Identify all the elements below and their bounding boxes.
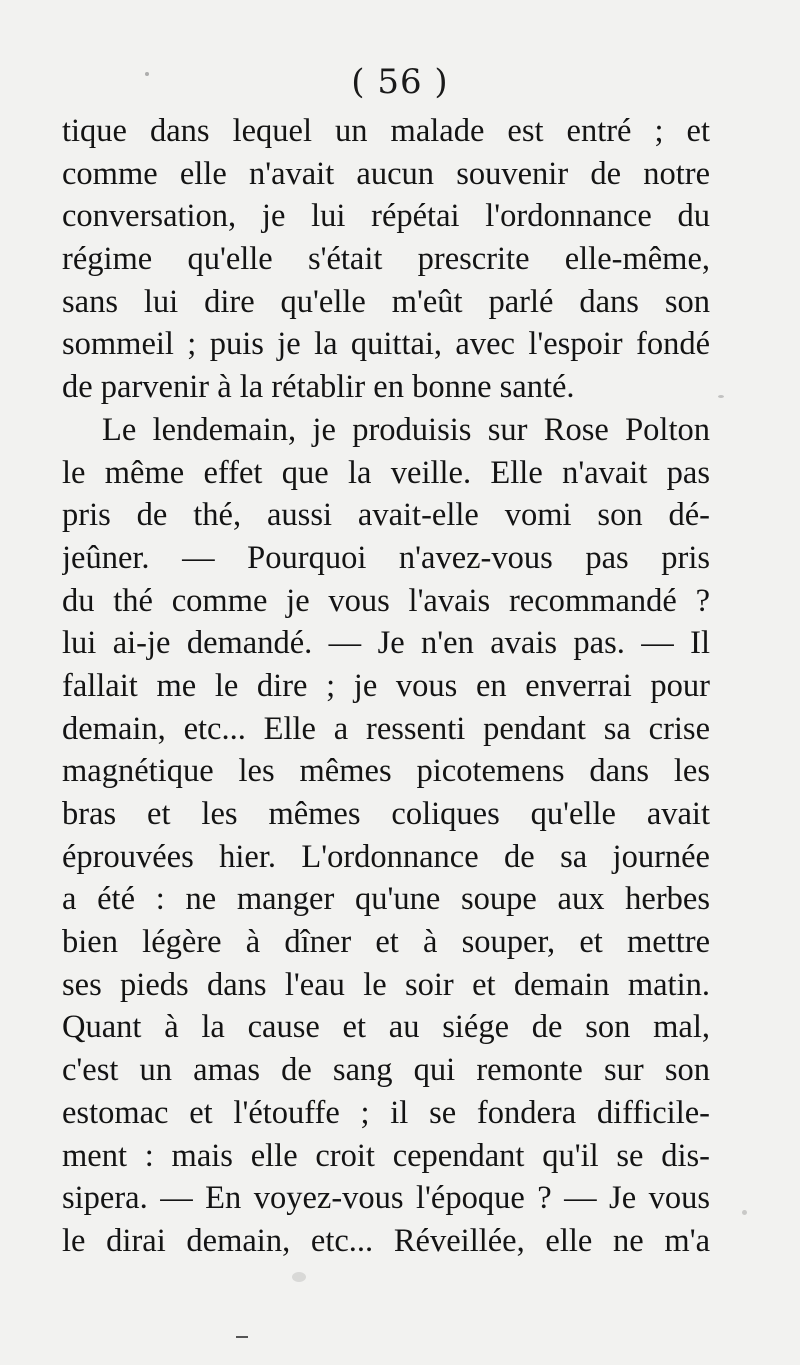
text-line: régime qu'elle s'était prescrite elle-même, <box>62 241 710 278</box>
page-mark <box>236 1336 248 1338</box>
text-line: de parvenir à la rétablir en bonne santé. <box>62 369 575 406</box>
text-line: sipera. — En voyez-vous l'époque ? — Je vous <box>62 1180 710 1217</box>
paper-speck <box>292 1272 306 1282</box>
text-line: tique dans lequel un malade est entré ; et <box>62 113 710 149</box>
text-line: fallait me le dire ; je vous en enverrai pour <box>62 667 710 704</box>
text-line: pris de thé, aussi avait-elle vomi son dé- <box>62 497 710 534</box>
text-line: le dirai demain, etc... Réveillée, elle ne m'a <box>62 1222 710 1259</box>
paper-speck <box>742 1210 747 1215</box>
text-line: c'est un amas de sang qui remonte sur son <box>62 1052 710 1089</box>
body-text <box>62 110 710 1263</box>
text-line: du thé comme je vous l'avais recommandé ? <box>62 582 710 619</box>
text-line: estomac et l'étouffe ; il se fondera difficile- <box>62 1094 710 1131</box>
text-line: comme elle n'avait aucun souvenir de notre <box>62 155 710 192</box>
text-line: Quant à la cause et au siége de son mal, <box>62 1009 710 1046</box>
paper-speck <box>718 395 724 398</box>
text-line: conversation, je lui répétai l'ordonnance du <box>62 198 710 235</box>
text-line: sans lui dire qu'elle m'eût parlé dans son <box>62 283 710 320</box>
text-line: lui ai-je demandé. — Je n'en avais pas. — Il <box>62 625 710 662</box>
text-line: ment : mais elle croit cependant qu'il se dis- <box>62 1137 710 1174</box>
text-line: sommeil ; puis je la quittai, avec l'espoir fondé <box>62 326 710 363</box>
text-line: a été : ne manger qu'une soupe aux herbes <box>62 881 710 918</box>
text-line: le même effet que la veille. Elle n'avait pas <box>62 454 710 491</box>
paragraph-first-line: Le lendemain, je produisis sur Rose Polton <box>102 411 710 448</box>
text-line: jeûner. — Pourquoi n'avez-vous pas pris <box>62 539 710 576</box>
paper-speck <box>145 72 149 76</box>
text-line: ses pieds dans l'eau le soir et demain matin. <box>62 966 710 1003</box>
text-line: éprouvées hier. L'ordonnance de sa journée <box>62 838 710 875</box>
text-line: bras et les mêmes coliques qu'elle avait <box>62 796 710 832</box>
text-line: demain, etc... Elle a ressenti pendant sa crise <box>62 710 710 747</box>
text-line: magnétique les mêmes picotemens dans les <box>62 753 710 790</box>
text-line: bien légère à dîner et à souper, et mettre <box>62 924 710 961</box>
page-number: ( 56 ) <box>351 62 449 102</box>
